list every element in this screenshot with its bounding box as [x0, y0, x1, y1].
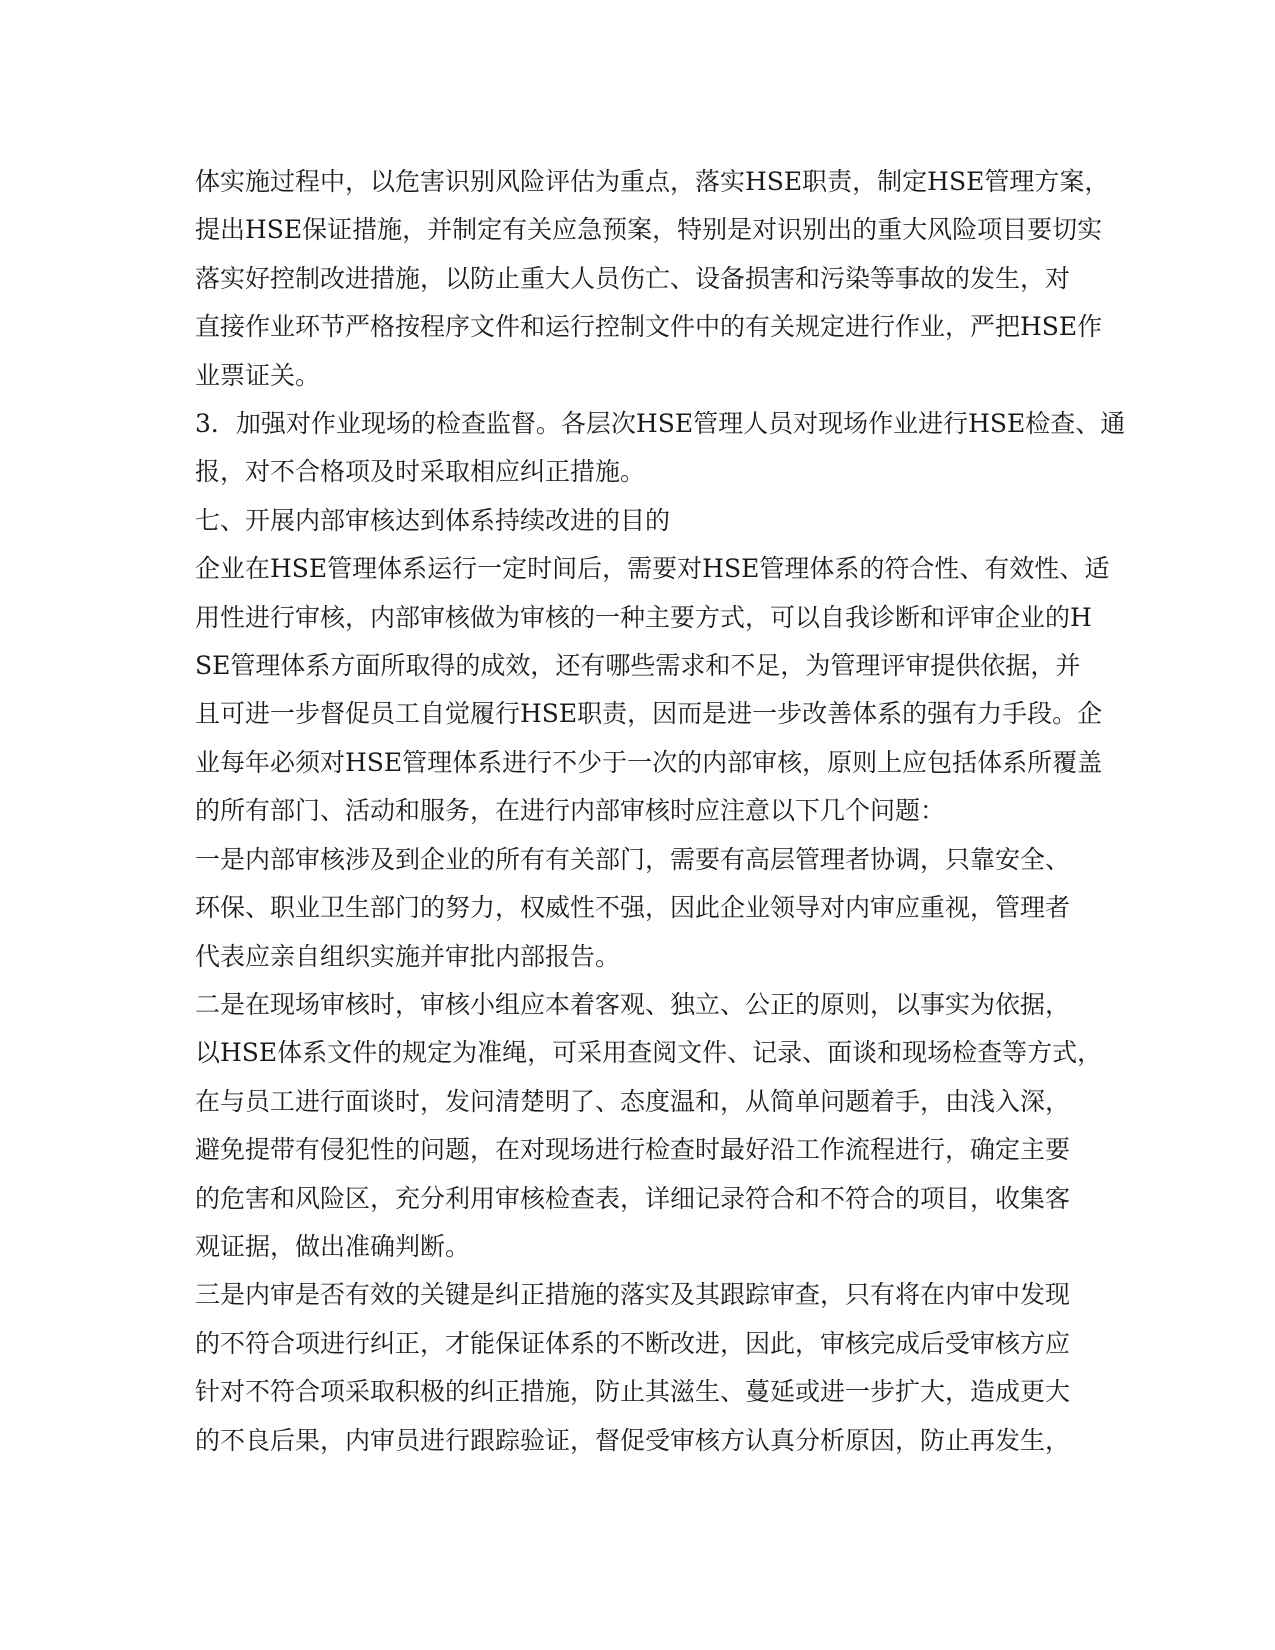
text-line: 用性进行审核，内部审核做为审核的一种主要方式，可以自我诊断和评审企业的H — [195, 602, 1092, 632]
text-line: 的不符合项进行纠正，才能保证体系的不断改进，因此，审核完成后受审核方应 — [195, 1328, 1071, 1358]
text-line: 一是内部审核涉及到企业的所有有关部门，需要有高层管理者协调，只靠安全、 — [195, 844, 1071, 874]
text-line: 且可进一步督促员工自觉履行HSE职责，因而是进一步改善体系的强有力手段。企 — [195, 699, 1103, 729]
text-line: 的不良后果，内审员进行跟踪验证，督促受审核方认真分析原因，防止再发生， — [195, 1425, 1071, 1455]
text-line: 三是内审是否有效的关键是纠正措施的落实及其跟踪审查，只有将在内审中发现 — [195, 1280, 1071, 1310]
text-line: 观证据，做出准确判断。 — [195, 1231, 471, 1261]
text-line: 企业在HSE管理体系运行一定时间后，需要对HSE管理体系的符合性、有效性、适 — [195, 554, 1110, 584]
text-line: SE管理体系方面所取得的成效，还有哪些需求和不足，为管理评审提供依据，并 — [195, 651, 1081, 681]
text-line: 的所有部门、活动和服务，在进行内部审核时应注意以下几个问题： — [195, 796, 946, 826]
text-line: 的危害和风险区，充分利用审核检查表，详细记录符合和不符合的项目，收集客 — [195, 1183, 1071, 1213]
text-line: 报，对不合格项及时采取相应纠正措施。 — [195, 457, 646, 487]
document-body — [195, 158, 1126, 1465]
text-line: 业票证关。 — [195, 360, 321, 390]
text-line: 以HSE体系文件的规定为准绳，可采用查阅文件、记录、面谈和现场检查等方式， — [195, 1038, 1103, 1068]
text-line: 代表应亲自组织实施并审批内部报告。 — [195, 941, 621, 971]
text-line: 避免提带有侵犯性的问题，在对现场进行检查时最好沿工作流程进行，确定主要 — [195, 1135, 1071, 1165]
text-line: 落实好控制改进措施，以防止重大人员伤亡、设备损害和污染等事故的发生，对 — [195, 263, 1071, 293]
numbered-item: 3．加强对作业现场的检查监督。各层次HSE管理人员对现场作业进行HSE检查、通 — [195, 409, 1126, 439]
text-line: 在与员工进行面谈时，发问清楚明了、态度温和，从简单问题着手，由浅入深， — [195, 1086, 1071, 1116]
text-line: 直接作业环节严格按程序文件和运行控制文件中的有关规定进行作业，严把HSE作 — [195, 312, 1103, 342]
section-heading: 七、开展内部审核达到体系持续改进的目的 — [195, 505, 671, 535]
text-line: 针对不符合项采取积极的纠正措施，防止其滋生、蔓延或进一步扩大，造成更大 — [195, 1377, 1071, 1407]
text-line: 体实施过程中，以危害识别风险评估为重点，落实HSE职责，制定HSE管理方案， — [195, 167, 1110, 196]
text-line: 环保、职业卫生部门的努力，权威性不强，因此企业领导对内审应重视，管理者 — [195, 893, 1071, 923]
text-line: 业每年必须对HSE管理体系进行不少于一次的内部审核，原则上应包括体系所覆盖 — [195, 747, 1103, 777]
text-line: 提出HSE保证措施，并制定有关应急预案，特别是对识别出的重大风险项目要切实 — [195, 215, 1103, 245]
text-line: 二是在现场审核时，审核小组应本着客观、独立、公正的原则，以事实为依据， — [195, 989, 1071, 1019]
